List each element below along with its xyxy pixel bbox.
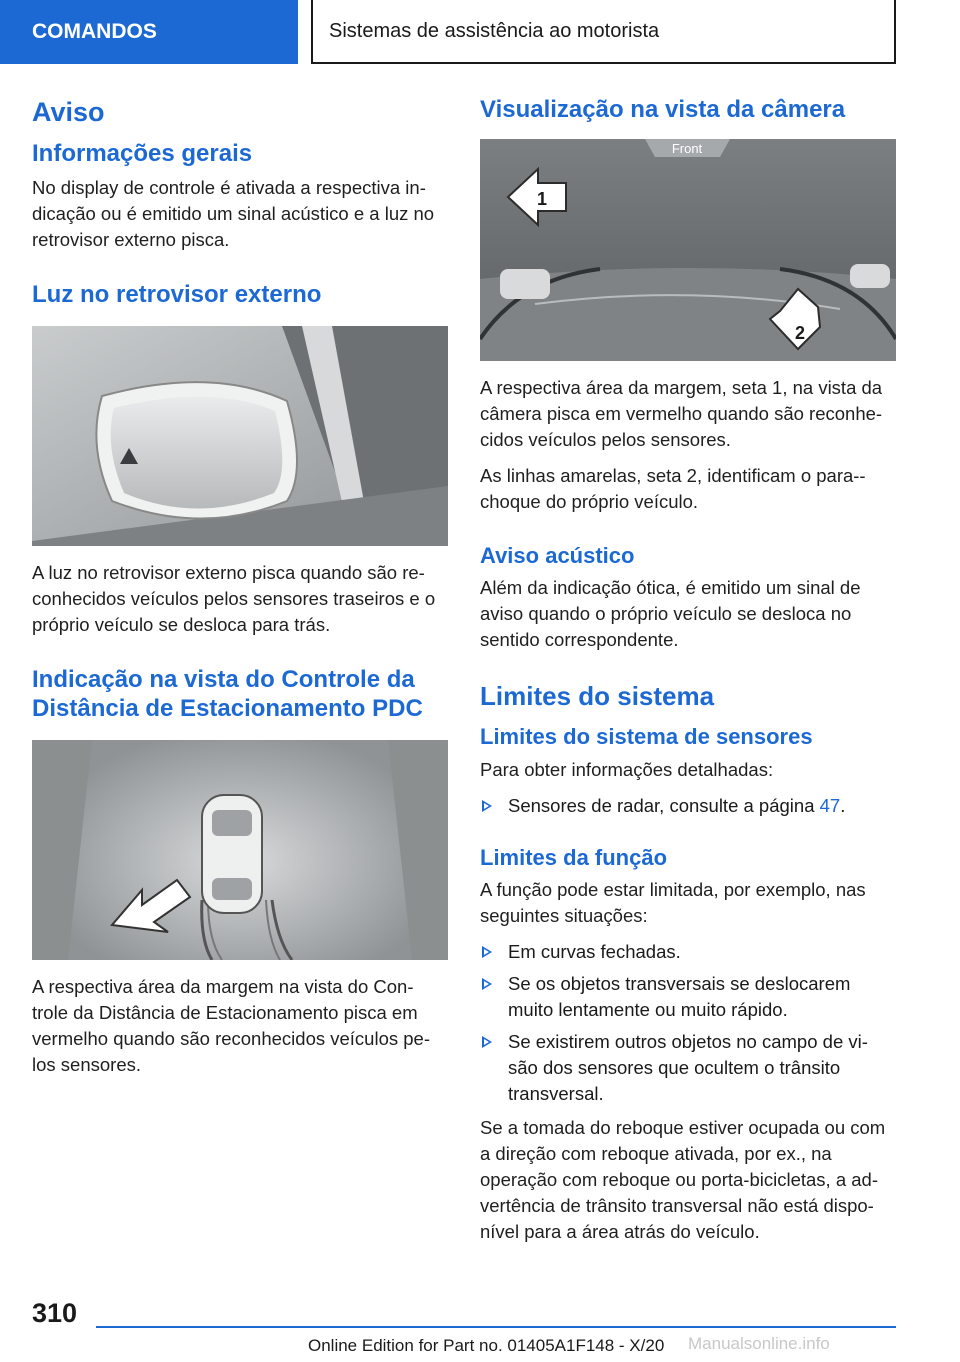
list-item [480,971,896,1023]
heading-limites-sensores: Limites do sistema de sensores [480,724,813,750]
bullet-text: Em curvas fechadas. [508,941,681,963]
arrow-2-label: 2 [794,322,806,343]
footer-divider [96,1326,896,1328]
right-column [480,96,896,1255]
paragraph-camera-1: A respectiva área da margem, seta 1, na vista da câmera pisca em vermelho quando são reconhe-cidos veículos pelos sensores. [480,376,883,450]
bullet-list-funcao [480,939,896,1107]
list-item [480,1029,896,1107]
paragraph-pdc: A respectiva área da margem na vista do Con-trole da Distância de Estacionamento pisca em vermelho quando são reconhecidos veículos pe-los sensores. [32,975,430,1075]
paragraph-aviso-acustico: Além da indicação ótica, é emitido um sinal de aviso quando o próprio veículo se desloca no sentido correspondente. [480,577,861,651]
heading-limites-funcao: Limites da função [480,844,668,870]
mirror-image [32,326,448,546]
bullet-text: Sensores de radar, consulte a página [508,794,820,816]
chapter-header [311,0,896,64]
paragraph-sensores: Para obter informações detalhadas: [480,758,774,780]
bullet-icon [482,800,492,812]
bullet-end: . [840,794,846,816]
paragraph-informacoes: No display de controle é ativada a respectiva in-dicação ou é emitido um sinal acústico e a luz no retrovisor externo pisca. [32,177,435,251]
bullet-icon [482,1036,492,1048]
page-link[interactable]: 47 [819,794,841,816]
list-item [480,793,896,819]
camera-image [480,139,896,361]
heading-camera: Visualização na vista da câmera [480,96,846,123]
front-label: Front [671,140,703,156]
heading-pdc: Indicação na vista do Controle da Distância de Estacionamento PDC [32,665,423,722]
paragraph-luz: A luz no retrovisor externo pisca quando são re-conhecidos veículos pelos sensores traseiros e o próprio veículo se desloca para trás. [32,561,436,635]
page-number: 310 [32,1298,78,1328]
paragraph-funcao: A função pode estar limitada, por exemplo, nas seguintes situações: [480,879,866,927]
paragraph-camera-2: As linhas amarelas, seta 2, identificam o para--choque do próprio veículo. [480,464,866,512]
paragraph-final: Se a tomada do reboque estiver ocupada ou com a direção com reboque ativada, por ex., na operação com reboque ou porta-bicicletas, a ad-vertência de trânsito transversal não está dispo-nível para a área atrás do veículo. [480,1117,886,1243]
heading-limites-sistema: Limites do sistema [480,681,715,712]
bullet-icon [482,978,492,990]
heading-informacoes-gerais: Informações gerais [32,140,253,168]
chapter-title: Sistemas de assistência ao motorista [329,19,660,42]
heading-aviso-acustico: Aviso acústico [480,542,635,568]
heading-aviso: Aviso [32,97,105,127]
arrow-1-label: 1 [536,188,548,209]
section-label: COMANDOS [32,20,157,43]
bullet-list-sensores [480,793,896,819]
bullet-text: Se existirem outros objetos no campo de vi-são dos sensores que ocultem o trânsito transversal. [508,1031,868,1105]
bullet-icon [482,946,492,958]
list-item [480,939,896,965]
edition-text: Online Edition for Part no. 01405A1F148 - X/20 [308,1336,665,1355]
section-tab [0,0,298,64]
bullet-text: Se os objetos transversais se deslocarem muito lentamente ou muito rápido. [508,973,851,1021]
heading-luz-retrovisor: Luz no retrovisor externo [32,281,322,309]
left-column [32,96,448,1088]
watermark: Manualsonline.info [688,1334,830,1353]
pdc-image [32,740,448,960]
